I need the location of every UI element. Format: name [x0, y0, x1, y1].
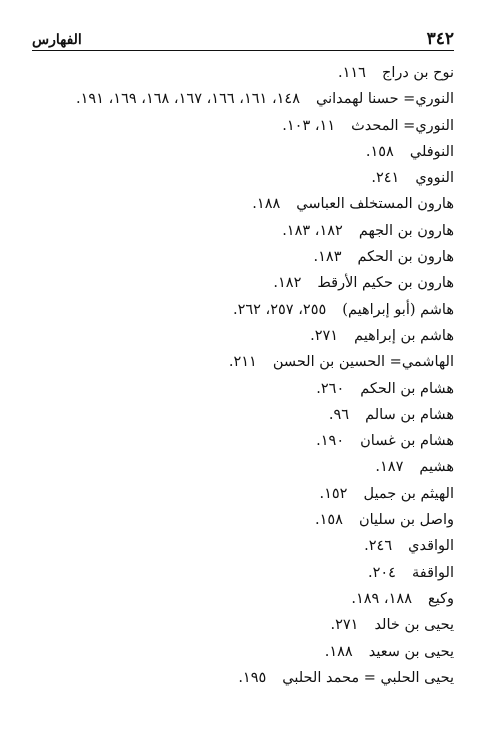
entry-name: الواقدي: [408, 538, 454, 555]
entry-page-refs: ١٨٢، ١٨٣.: [282, 222, 343, 239]
index-entry: [32, 60, 454, 86]
index-entry: [32, 191, 454, 217]
entry-page-refs: ٢٧١.: [310, 327, 339, 344]
entry-name: هاشم بن إبراهيم: [354, 327, 454, 344]
entry-name: الواقفة: [411, 564, 454, 581]
entry-name: هارون المستخلف العباسي: [296, 196, 454, 213]
entry-page-refs: ٢٠٤.: [368, 564, 396, 581]
index-entry: [32, 612, 454, 638]
entry-name: هاشم (أبو إبراهيم): [342, 301, 454, 318]
index-entry: [32, 428, 454, 454]
entry-name: هارون بن الحكم: [357, 249, 454, 266]
entry-page-refs: ١٨٣.: [313, 249, 342, 266]
entry-name: النووي: [415, 170, 454, 187]
entry-name: وكيع: [428, 590, 454, 607]
index-entry: [32, 665, 454, 691]
entry-name: النوري= حسنا لهمداني: [316, 91, 454, 108]
entry-name: هارون بن الجهم: [358, 222, 454, 239]
entry-name: الهيثم بن جميل: [363, 485, 454, 502]
entry-page-refs: ٢٤١.: [371, 170, 400, 187]
entry-name: النوفلي: [409, 143, 454, 160]
index-entry: [32, 113, 454, 139]
entry-page-refs: ١٥٨.: [365, 143, 394, 160]
entry-page-refs: ١٤٨، ١٦١، ١٦٦، ١٦٧، ١٦٨، ١٦٩، ١٩١.: [76, 91, 301, 108]
entry-page-refs: ١٨٨.: [252, 196, 281, 213]
entry-name: نوح بن دراج: [381, 65, 454, 81]
index-entry: [32, 454, 454, 480]
index-entry: [32, 244, 454, 270]
entry-name: هشام بن الحكم: [360, 380, 454, 397]
entry-page-refs: ٢٥٥، ٢٥٧، ٢٦٢.: [232, 301, 327, 318]
entry-page-refs: ٢٤٦.: [364, 538, 393, 555]
index-entry: [32, 218, 454, 244]
page-header: [32, 26, 454, 51]
index-entry: [32, 349, 454, 375]
index-entry: [32, 639, 454, 665]
entry-page-refs: ١١، ١٠٣.: [282, 117, 336, 134]
index-entry: [32, 560, 454, 586]
entry-page-refs: ١٩٥.: [238, 669, 267, 686]
entry-name: يحيى الحلبي = محمد الحلبي: [282, 669, 454, 686]
index-entry: [32, 139, 454, 165]
index-entry: [32, 270, 454, 296]
index-entry: [32, 481, 454, 507]
entry-name: يحيى بن سعيد: [368, 643, 454, 660]
entry-page-refs: ١٨٨، ١٨٩.: [351, 590, 412, 607]
index-entry: [32, 86, 454, 112]
entry-page-refs: ١٨٢.: [273, 275, 302, 292]
entry-name: هشام بن غسان: [360, 433, 454, 450]
index-entry: [32, 323, 454, 349]
entry-name: يحيى بن خالد: [374, 617, 454, 634]
entry-name: واصل بن سليان: [358, 512, 454, 529]
entry-page-refs: ٢٦٠.: [316, 380, 345, 397]
entry-page-refs: ٢٧١.: [330, 617, 359, 634]
entry-page-refs: ١١٦.: [337, 65, 366, 81]
entry-page-refs: ٩٦.: [328, 406, 350, 423]
entry-page-refs: ١٨٧.: [375, 459, 404, 476]
entry-name: الهاشمي= الحسين بن الحسن: [272, 354, 454, 371]
entry-name: النوري= المحدث: [351, 117, 454, 134]
index-entry: [32, 586, 454, 612]
entry-page-refs: ١٩٠.: [316, 433, 345, 450]
entry-page-refs: ٢١١.: [228, 354, 257, 371]
entry-name: هشيم: [419, 459, 454, 476]
entry-page-refs: ١٥٨.: [315, 512, 343, 529]
index-entry: [32, 297, 454, 323]
index-entry: [32, 376, 454, 402]
entry-name: هشام بن سالم: [365, 406, 454, 423]
page-number: ٣٤٢: [426, 29, 454, 49]
index-entry: [32, 165, 454, 191]
entry-page-refs: ١٥٢.: [319, 485, 348, 502]
entry-page-refs: ١٨٨.: [324, 643, 353, 660]
index-entry: [32, 533, 454, 559]
entry-name: هارون بن حكيم الأرقط: [317, 275, 454, 292]
index-entry: [32, 402, 454, 428]
index-entries-list: [32, 60, 454, 691]
section-title: الفهارس: [32, 32, 82, 48]
index-entry: [32, 507, 454, 533]
